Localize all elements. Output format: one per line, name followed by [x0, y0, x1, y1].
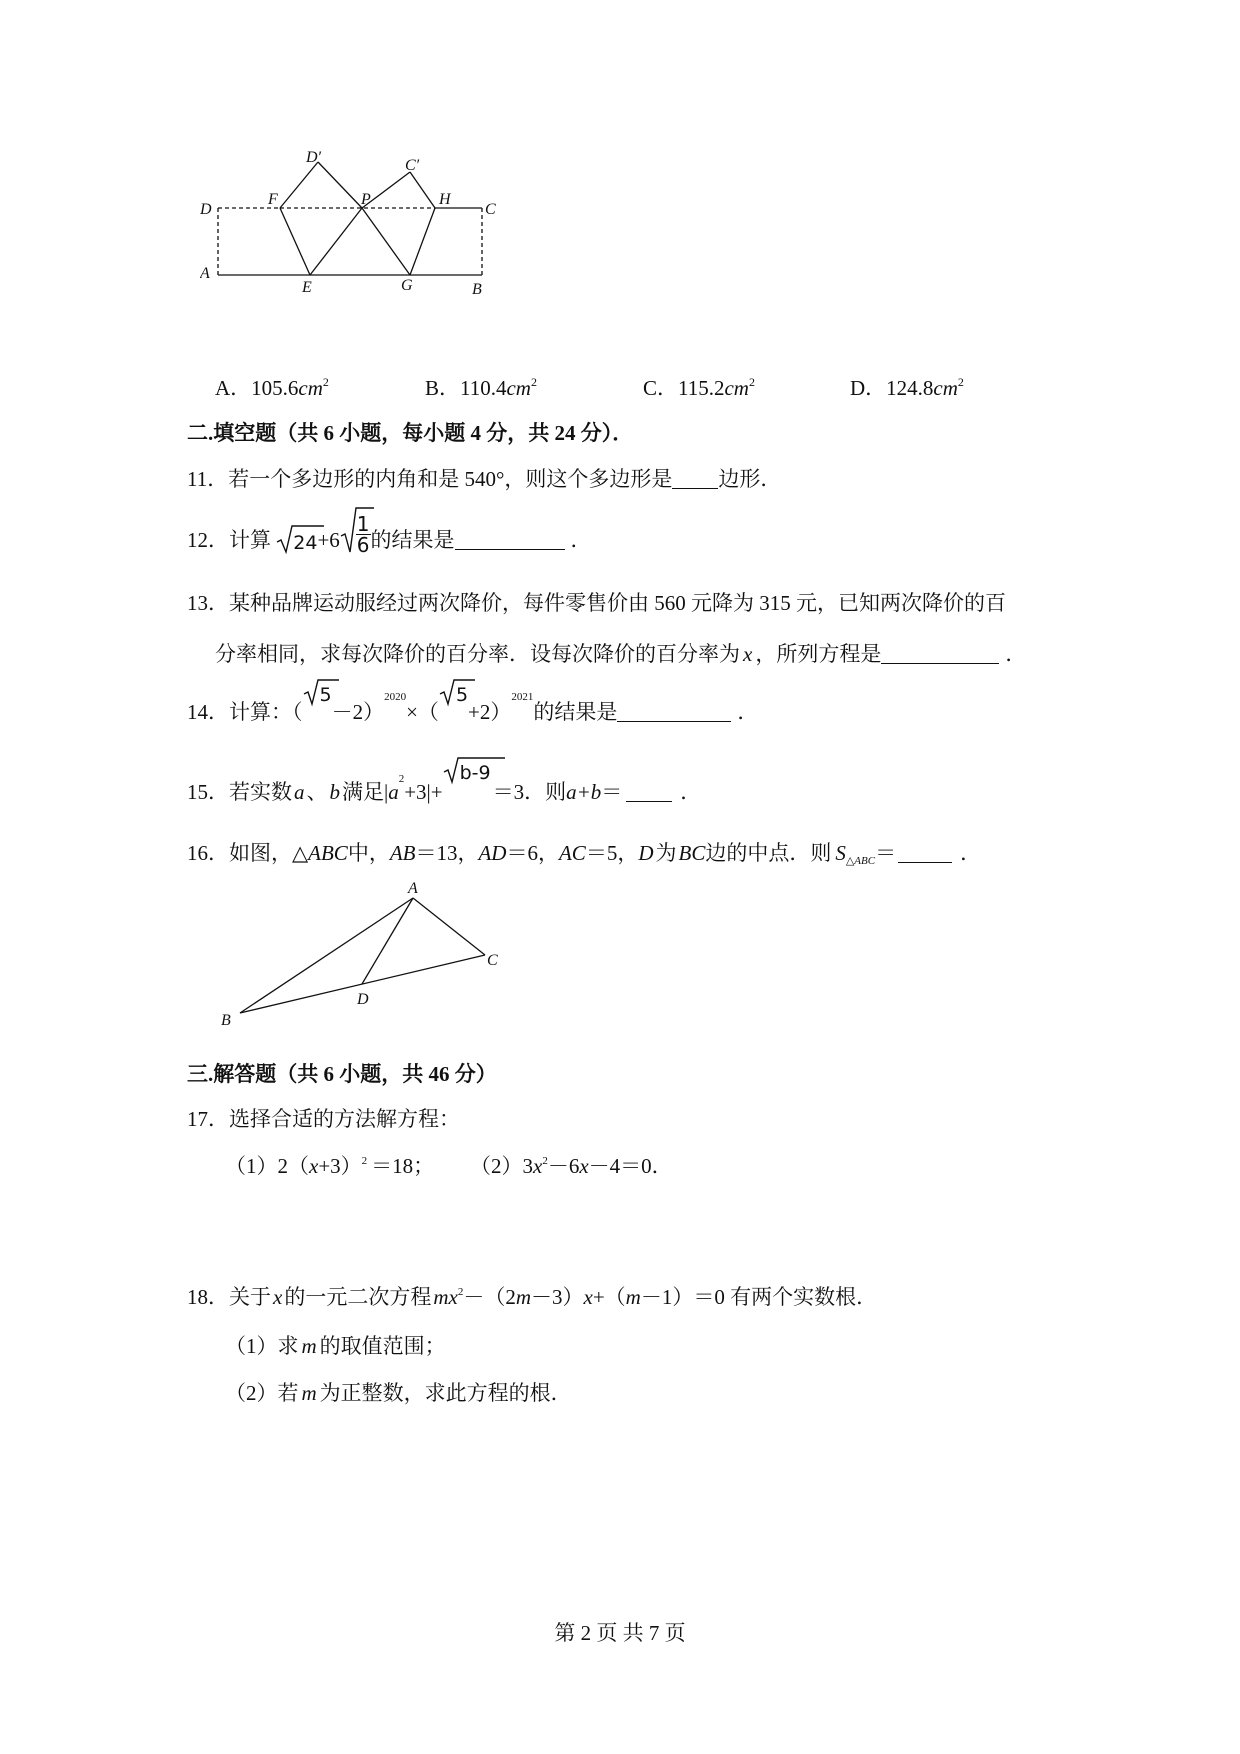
question-17: 17．选择合适的方法解方程： [187, 1107, 460, 1131]
question-14: 14．计算：（ 5－2）$^{2020}$×（ 5+2）$^{2021}$的结果是 ． [187, 676, 758, 726]
label-E: E [302, 279, 312, 296]
sqrt-24: 24 [276, 530, 317, 555]
sqrt-b-minus-9: b-9 [443, 760, 491, 785]
label-C: C [485, 201, 496, 218]
question-11: 11．若一个多边形的内角和是 540°，则这个多边形是 边形． [187, 467, 782, 491]
label-H: H [439, 191, 451, 208]
question-16: 16．如图，△ABC中，AB＝13，AD＝6，AC＝5，D为BC边的中点．则 $S_{\triangle ABC}=$ ． [187, 841, 982, 867]
question-18-part-2: （2）若 m 为正整数，求此方程的根． [225, 1381, 572, 1405]
question-12: 12．计算 24+6 $\frac{1}{6}$ 的结果是 ． [187, 512, 592, 562]
section-2-heading: 二.填空题（共 6 小题，每小题 4 分，共 24 分）． [187, 421, 634, 445]
answer-blank[interactable] [881, 643, 999, 664]
label-C: C [487, 952, 498, 969]
question-13-line-2: 分率相同，求每次降价的百分率．设每次降价的百分率为 x ，所列方程是 ． [215, 642, 1027, 666]
label-C-prime: C′ [405, 157, 420, 174]
label-P: P [361, 191, 371, 208]
answer-blank[interactable] [617, 701, 731, 722]
answer-blank[interactable] [672, 468, 718, 489]
answer-blank[interactable] [626, 781, 672, 802]
radical-sign-icon [340, 506, 374, 556]
question-17-part-2: $(2)3x^2-6x-4=0$． [470, 1154, 673, 1178]
question-18-part-1: （1）求 m 的取值范围； [225, 1334, 446, 1358]
sqrt-5: 5 [303, 682, 332, 707]
label-A: A [408, 880, 418, 897]
label-D: D [200, 201, 212, 218]
option-C: C．$115.2cm^2$ [643, 375, 755, 400]
label-D: D [357, 991, 369, 1008]
question-15: 15．若实数a、b满足$|a^2+3|+$ b-9＝3．则a+b＝ ． [187, 752, 701, 802]
sqrt-one-sixth: $\frac{1}{6}$ [340, 514, 371, 555]
option-D: D．$124.8cm^2$ [850, 375, 964, 400]
figure-folded-rectangle [200, 150, 520, 340]
label-B: B [472, 281, 482, 298]
sqrt-5: 5 [439, 682, 468, 707]
question-18: 18．关于x的一元二次方程$mx^2-(2m-3)x+(m-1)=0$ 有两个实数根． [187, 1285, 878, 1309]
question-17-part-1: $(1)2(x+3)^2 =18$； [225, 1154, 435, 1178]
answer-blank[interactable] [455, 529, 565, 550]
option-B: B．$110.4cm^2$ [425, 375, 537, 400]
answer-blank[interactable] [898, 842, 952, 863]
question-13-line-1: 13．某种品牌运动服经过两次降价，每件零售价由 560 元降为 315 元，已知两次降价的百 [187, 591, 1006, 615]
section-3-heading: 三.解答题（共 6 小题，共 46 分） [187, 1062, 497, 1086]
option-A: A．$105.6cm^2$ [215, 375, 329, 400]
label-A: A [200, 265, 210, 282]
label-B: B [221, 1012, 231, 1029]
figure-triangle-abc [215, 880, 515, 1030]
label-D-prime: D′ [306, 150, 322, 166]
label-F: F [268, 191, 278, 208]
label-G: G [401, 277, 413, 294]
page-footer: 第 2 页 共 7 页 [554, 1621, 686, 1645]
